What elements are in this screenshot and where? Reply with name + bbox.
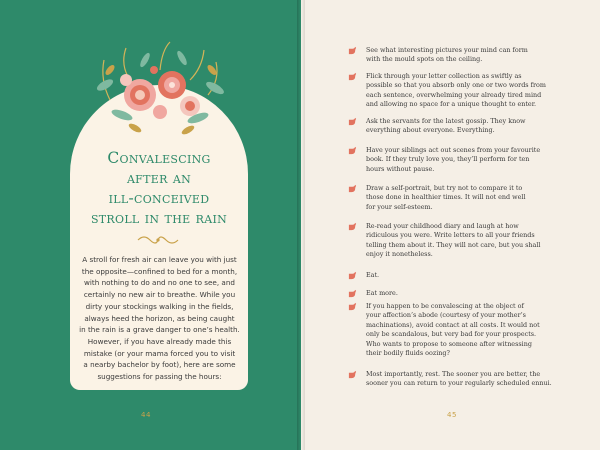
intro-line: a nearby bachelor by foot), here are some bbox=[83, 360, 236, 370]
hand-pointing-icon bbox=[348, 46, 357, 55]
hand-pointing-icon bbox=[348, 271, 357, 280]
intro-paragraph bbox=[76, 254, 243, 383]
item-line: each sentence, overwhelming your already tired mind bbox=[366, 90, 542, 99]
intro-line: However, if you have already made this bbox=[87, 336, 232, 346]
hand-pointing-icon bbox=[348, 222, 357, 231]
item-line: Have your siblings act out scenes from your favourite bbox=[366, 146, 541, 154]
item-line: your affection’s abode (courtesy of your mother’s bbox=[366, 311, 526, 320]
item-line: and allowing no space for a unique thought to enter. bbox=[366, 100, 537, 109]
hand-pointing-icon bbox=[348, 289, 357, 298]
item-line: everything about everyone. Everything. bbox=[366, 126, 495, 135]
hand-pointing-icon bbox=[348, 302, 357, 311]
hand-pointing-icon bbox=[348, 370, 357, 379]
intro-line: in the rain is a grave danger to one’s health. bbox=[79, 325, 240, 335]
page-number-left: 44 bbox=[141, 411, 151, 419]
intro-line: certainly no new air to breathe. While you bbox=[83, 290, 236, 300]
item-line: enjoy it nonetheless. bbox=[366, 250, 433, 259]
item-line: their bodily fluids oozing? bbox=[366, 349, 450, 358]
item-line: sooner you can return to your regularly scheduled ennui. bbox=[366, 379, 552, 388]
item-line: Who wants to propose to someone after witnessing bbox=[366, 339, 532, 348]
item-line: See what interesting pictures your mind can form bbox=[366, 46, 528, 54]
item-line: Ask the servants for the latest gossip. They know bbox=[366, 117, 526, 125]
page-title bbox=[70, 148, 248, 228]
floral-bouquet-icon bbox=[90, 40, 230, 140]
item-line: Most importantly, rest. The sooner you are better, the bbox=[366, 370, 541, 378]
hand-pointing-icon bbox=[348, 72, 357, 81]
item-line: Flick through your letter collection as swiftly as bbox=[366, 72, 522, 80]
flourish-icon bbox=[136, 234, 180, 246]
hand-pointing-icon bbox=[348, 117, 357, 126]
hand-pointing-icon bbox=[348, 146, 357, 155]
item-line: machinations), avoid contact at all costs. It would not bbox=[366, 320, 540, 329]
title-line: after an bbox=[126, 169, 192, 187]
title-line: Convalescing bbox=[107, 149, 211, 167]
book-gutter bbox=[297, 0, 305, 450]
item-line: ridiculous you were. Write letters to all your friends bbox=[366, 231, 535, 240]
item-line: telling them about it. They will not care, but you shall bbox=[366, 240, 541, 249]
intro-line: dirty your stockings walking in the fields, bbox=[85, 301, 234, 311]
item-line: Re-read your childhood diary and laugh at how bbox=[366, 222, 519, 230]
intro-line: always heed the horizon, as being caught bbox=[84, 313, 235, 323]
intro-line: mistake (or your mama forced you to visit bbox=[83, 348, 236, 358]
title-line: ill-conceived bbox=[108, 189, 210, 207]
intro-line: A stroll for fresh air can leave you with just bbox=[82, 255, 237, 264]
item-line: possible so that you absorb only one or two words from bbox=[366, 81, 546, 90]
item-line: Draw a self-portrait, but try not to compare it to bbox=[366, 184, 523, 192]
item-line: with the mould spots on the ceiling. bbox=[366, 55, 483, 64]
intro-line: the opposite—confined to bed for a month, bbox=[81, 266, 238, 276]
item-line: hours without pause. bbox=[366, 164, 435, 173]
item-line: only be scandalous, but very bad for your prospects. bbox=[366, 330, 537, 339]
hand-pointing-icon bbox=[348, 184, 357, 193]
page-number-right: 45 bbox=[447, 411, 457, 419]
item-line: Eat more. bbox=[366, 289, 398, 297]
intro-line: suggestions for passing the hours: bbox=[97, 372, 222, 382]
item-line: If you happen to be convalescing at the object of bbox=[366, 302, 524, 310]
item-line: Eat. bbox=[366, 271, 380, 279]
item-line: for your self-esteem. bbox=[366, 202, 433, 211]
item-line: those done in healthier times. It will not end well bbox=[366, 193, 526, 202]
item-line: book. If they truly love you, they’ll perform for ten bbox=[366, 155, 530, 164]
intro-line: with nothing to do and no one to see, and bbox=[84, 278, 235, 288]
title-line: stroll in the rain bbox=[90, 209, 228, 227]
